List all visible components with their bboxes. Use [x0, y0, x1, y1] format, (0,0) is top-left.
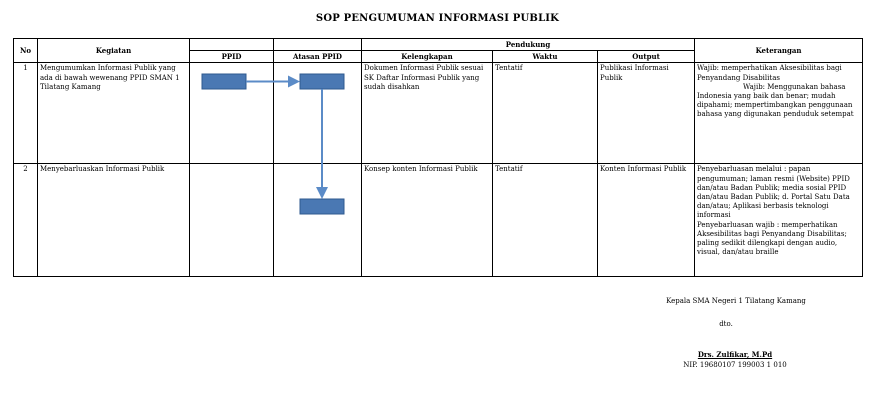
- header-waktu: Waktu: [493, 51, 598, 63]
- cell-waktu: Tentatif: [493, 63, 598, 164]
- cell-ppid: [190, 63, 274, 164]
- header-pendukung: Pendukung: [362, 39, 695, 51]
- keterangan-line-2: Wajib: Menggunakan bahasa Indonesia yang baik dan benar; mudah dipahami; mempertimbangkan penggunaan bahasa yang digunakan penduduk setempat: [697, 82, 854, 119]
- keterangan-line-2: Penyebarluasan wajib : memperhatikan Aksesibilitas bagi Penyandang Disabilitas; paling sedikit dilengkapi dengan audio, visual, dan/atau braille: [697, 220, 847, 257]
- cell-no: 1: [14, 63, 38, 164]
- cell-kelengkapan: Dokumen Informasi Publik sesuai SK Daftar Informasi Publik yang sudah disahkan: [362, 63, 493, 164]
- header-ppid: PPID: [190, 51, 274, 63]
- table-row: [14, 164, 863, 277]
- header-atasan-ppid: Atasan PPID: [274, 51, 362, 63]
- header-no: No: [14, 39, 38, 63]
- keterangan-line-1: Penyebarluasan melalui : papan pengumuman; laman resmi (Website) PPID dan/atau Badan Publik; media sosial PPID dan/atau Badan Publik; d. Portal Satu Data dan/atau; Aplikasi berbasis teknologi informasi: [697, 165, 850, 220]
- signature-nip: NIP. 19680107 199003 1 010: [683, 361, 787, 369]
- header-kegiatan: Kegiatan: [38, 39, 190, 63]
- cell-keterangan: [695, 63, 863, 164]
- header-keterangan: Keterangan: [695, 39, 863, 63]
- header-kelengkapan: Kelengkapan: [362, 51, 493, 63]
- cell-atasan-ppid: [274, 63, 362, 164]
- signature-name: Drs. Zulfikar, M.Pd: [697, 350, 773, 359]
- cell-output: Publikasi Informasi Publik: [598, 63, 695, 164]
- page-title: SOP PENGUMUMAN INFORMASI PUBLIK: [315, 13, 560, 24]
- cell-waktu: Tentatif: [493, 164, 598, 277]
- cell-ppid: [190, 164, 274, 277]
- header-row-1: [14, 39, 863, 51]
- cell-kelengkapan: Konsep konten Informasi Publik: [362, 164, 493, 277]
- header-blank-ppid: [190, 39, 274, 51]
- cell-atasan-ppid: [274, 164, 362, 277]
- header-blank-atasan: [274, 39, 362, 51]
- signature-title: Kepala SMA Negeri 1 Tilatang Kamang: [666, 297, 806, 305]
- keterangan-line-1: Wajib: memperhatikan Aksesibilitas bagi Penyandang Disabilitas: [697, 64, 842, 82]
- cell-kegiatan: Mengumumkan Informasi Publik yang ada di bawah wewenang PPID SMAN 1 Tilatang Kamang: [38, 63, 190, 164]
- cell-no: 2: [14, 164, 38, 277]
- sop-table: [13, 38, 863, 277]
- signature-dto: dto.: [719, 320, 733, 328]
- cell-kegiatan: Menyebarluaskan Informasi Publik: [38, 164, 190, 277]
- cell-output: Konten Informasi Publik: [598, 164, 695, 277]
- table-row: [14, 63, 863, 164]
- header-output: Output: [598, 51, 695, 63]
- cell-keterangan: [695, 164, 863, 277]
